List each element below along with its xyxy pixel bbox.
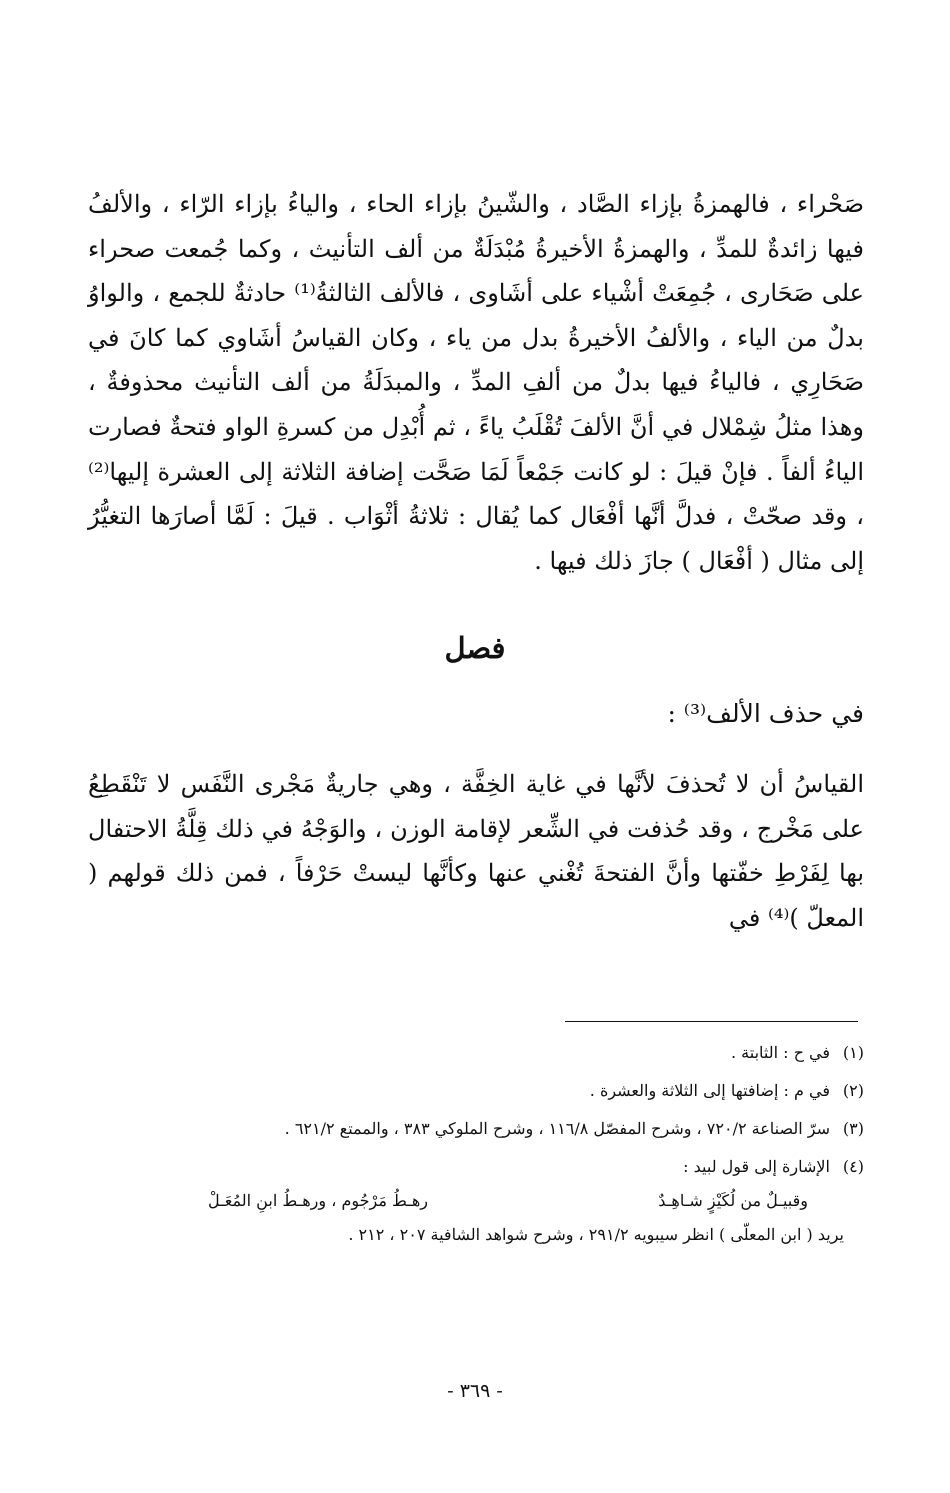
footnote-item: [84, 1078, 864, 1104]
section-subheading: في حذف الألف⁽³⁾ :: [667, 699, 864, 728]
footnote-number: (٤): [842, 1157, 864, 1176]
footnote-item: [84, 1154, 864, 1180]
footnote-number: (٢): [842, 1081, 864, 1100]
footnote-item: [84, 1116, 864, 1142]
verse-first-hemistich: وقبيـلٌ من لُكَيْزٍ شـاهِـدٌ: [658, 1191, 808, 1210]
page-number: - ٣٦٩ -: [447, 1380, 503, 1402]
footnotes-list: [84, 1040, 864, 1192]
footnote-number: (٣): [842, 1119, 864, 1138]
footnote-item: [84, 1040, 864, 1066]
footnote-text: في م : إضافتها إلى الثلاثة والعشرة .: [589, 1081, 830, 1100]
verse-second-hemistich: رهـطُ مَرْجُوم ، ورهـطُ ابنِ المُعَـلْ: [208, 1191, 429, 1210]
footnote-number: (١): [842, 1043, 864, 1062]
section-heading: فصل: [444, 631, 506, 665]
footnote-text: في ح : الثابتة .: [730, 1043, 830, 1062]
footnote-text: الإشارة إلى قول لبيد :: [683, 1157, 830, 1176]
poem-verse: [208, 1188, 808, 1214]
main-paragraph-1: صَحْراء ، فالهمزةُ بإزاء الصَّاد ، والشّينُ بإزاء الحاء ، والياءُ بإزاء الرّاء ، والألفُ فيها زائدةٌ للمدِّ ، والهمزةُ الأخيرةُ مُبْدَلَةٌ من ألف التأنيث ، وكما جُمعت صحراء على صَحَارى ، جُمِعَتْ أشْياء على أشَاوى ، فالألف الثالثةُ⁽¹⁾ حادثةٌ للجمع ، والواوُ بدلٌ من الياء ، والألفُ الأخيرةُ بدل من ياء ، وكان القياسُ أشَاوي كما كانَ في صَحَارِي ، فالياءُ فيها بدلٌ من ألفِ المدِّ ، والمبدَلَةُ من ألف التأنيث محذوفةٌ ، وهذا مثلُ شِمْلال في أنَّ الألفَ تُقْلَبُ ياءً ، ثم أُبْدِل من كسرةِ الواو فتحةٌ فصارت الياءُ ألفاً . فإنْ قيلَ : لو كانت جَمْعاً لَمَا صَحَّت إضافة الثلاثة إلى العشرة إليها⁽²⁾ ، وقد صحّتْ ، فدلَّ أنَّها أفْعَال كما يُقال : ثلاثةُ أثْوَاب . قيلَ : لَمَّا أصارَها التغيُّرُ إلى مثال ( أفْعَال ) جازَ ذلك فيها .: [88, 190, 865, 575]
main-paragraph-2: القياسُ أن لا تُحذفَ لأنَّها في غاية الخِفَّة ، وهي جاريةٌ مَجْرى النَّفَس لا تَنْقَطِعُ على مَخْرج ، وقد حُذفت في الشِّعر لإقامة الوزن ، والوَجْهُ في ذلك قِلَّةُ الاحتفال بها لِفَرْطِ خفّتها وأنَّ الفتحةَ تُغْني عنها وكأنَّها ليستْ حَرْفاً ، فمن ذلك قولهم ( المعلّ )⁽⁴⁾ في: [88, 770, 864, 932]
footnote-reference: يريد ( ابن المعلّى ) انظر سيبويه ٢٩١/٢ ، وشرح شواهد الشافية ٢٠٧ ، ٢١٢ .: [348, 1225, 844, 1244]
footnote-verse-block: [84, 1182, 864, 1248]
footnote-text: سرّ الصناعة ٧٢٠/٢ ، وشرح المفصّل ١١٦/٨ ، وشرح الملوكي ٣٨٣ ، والممتع ٦٢١/٢ .: [284, 1119, 830, 1138]
footnote-separator: [565, 1021, 858, 1022]
